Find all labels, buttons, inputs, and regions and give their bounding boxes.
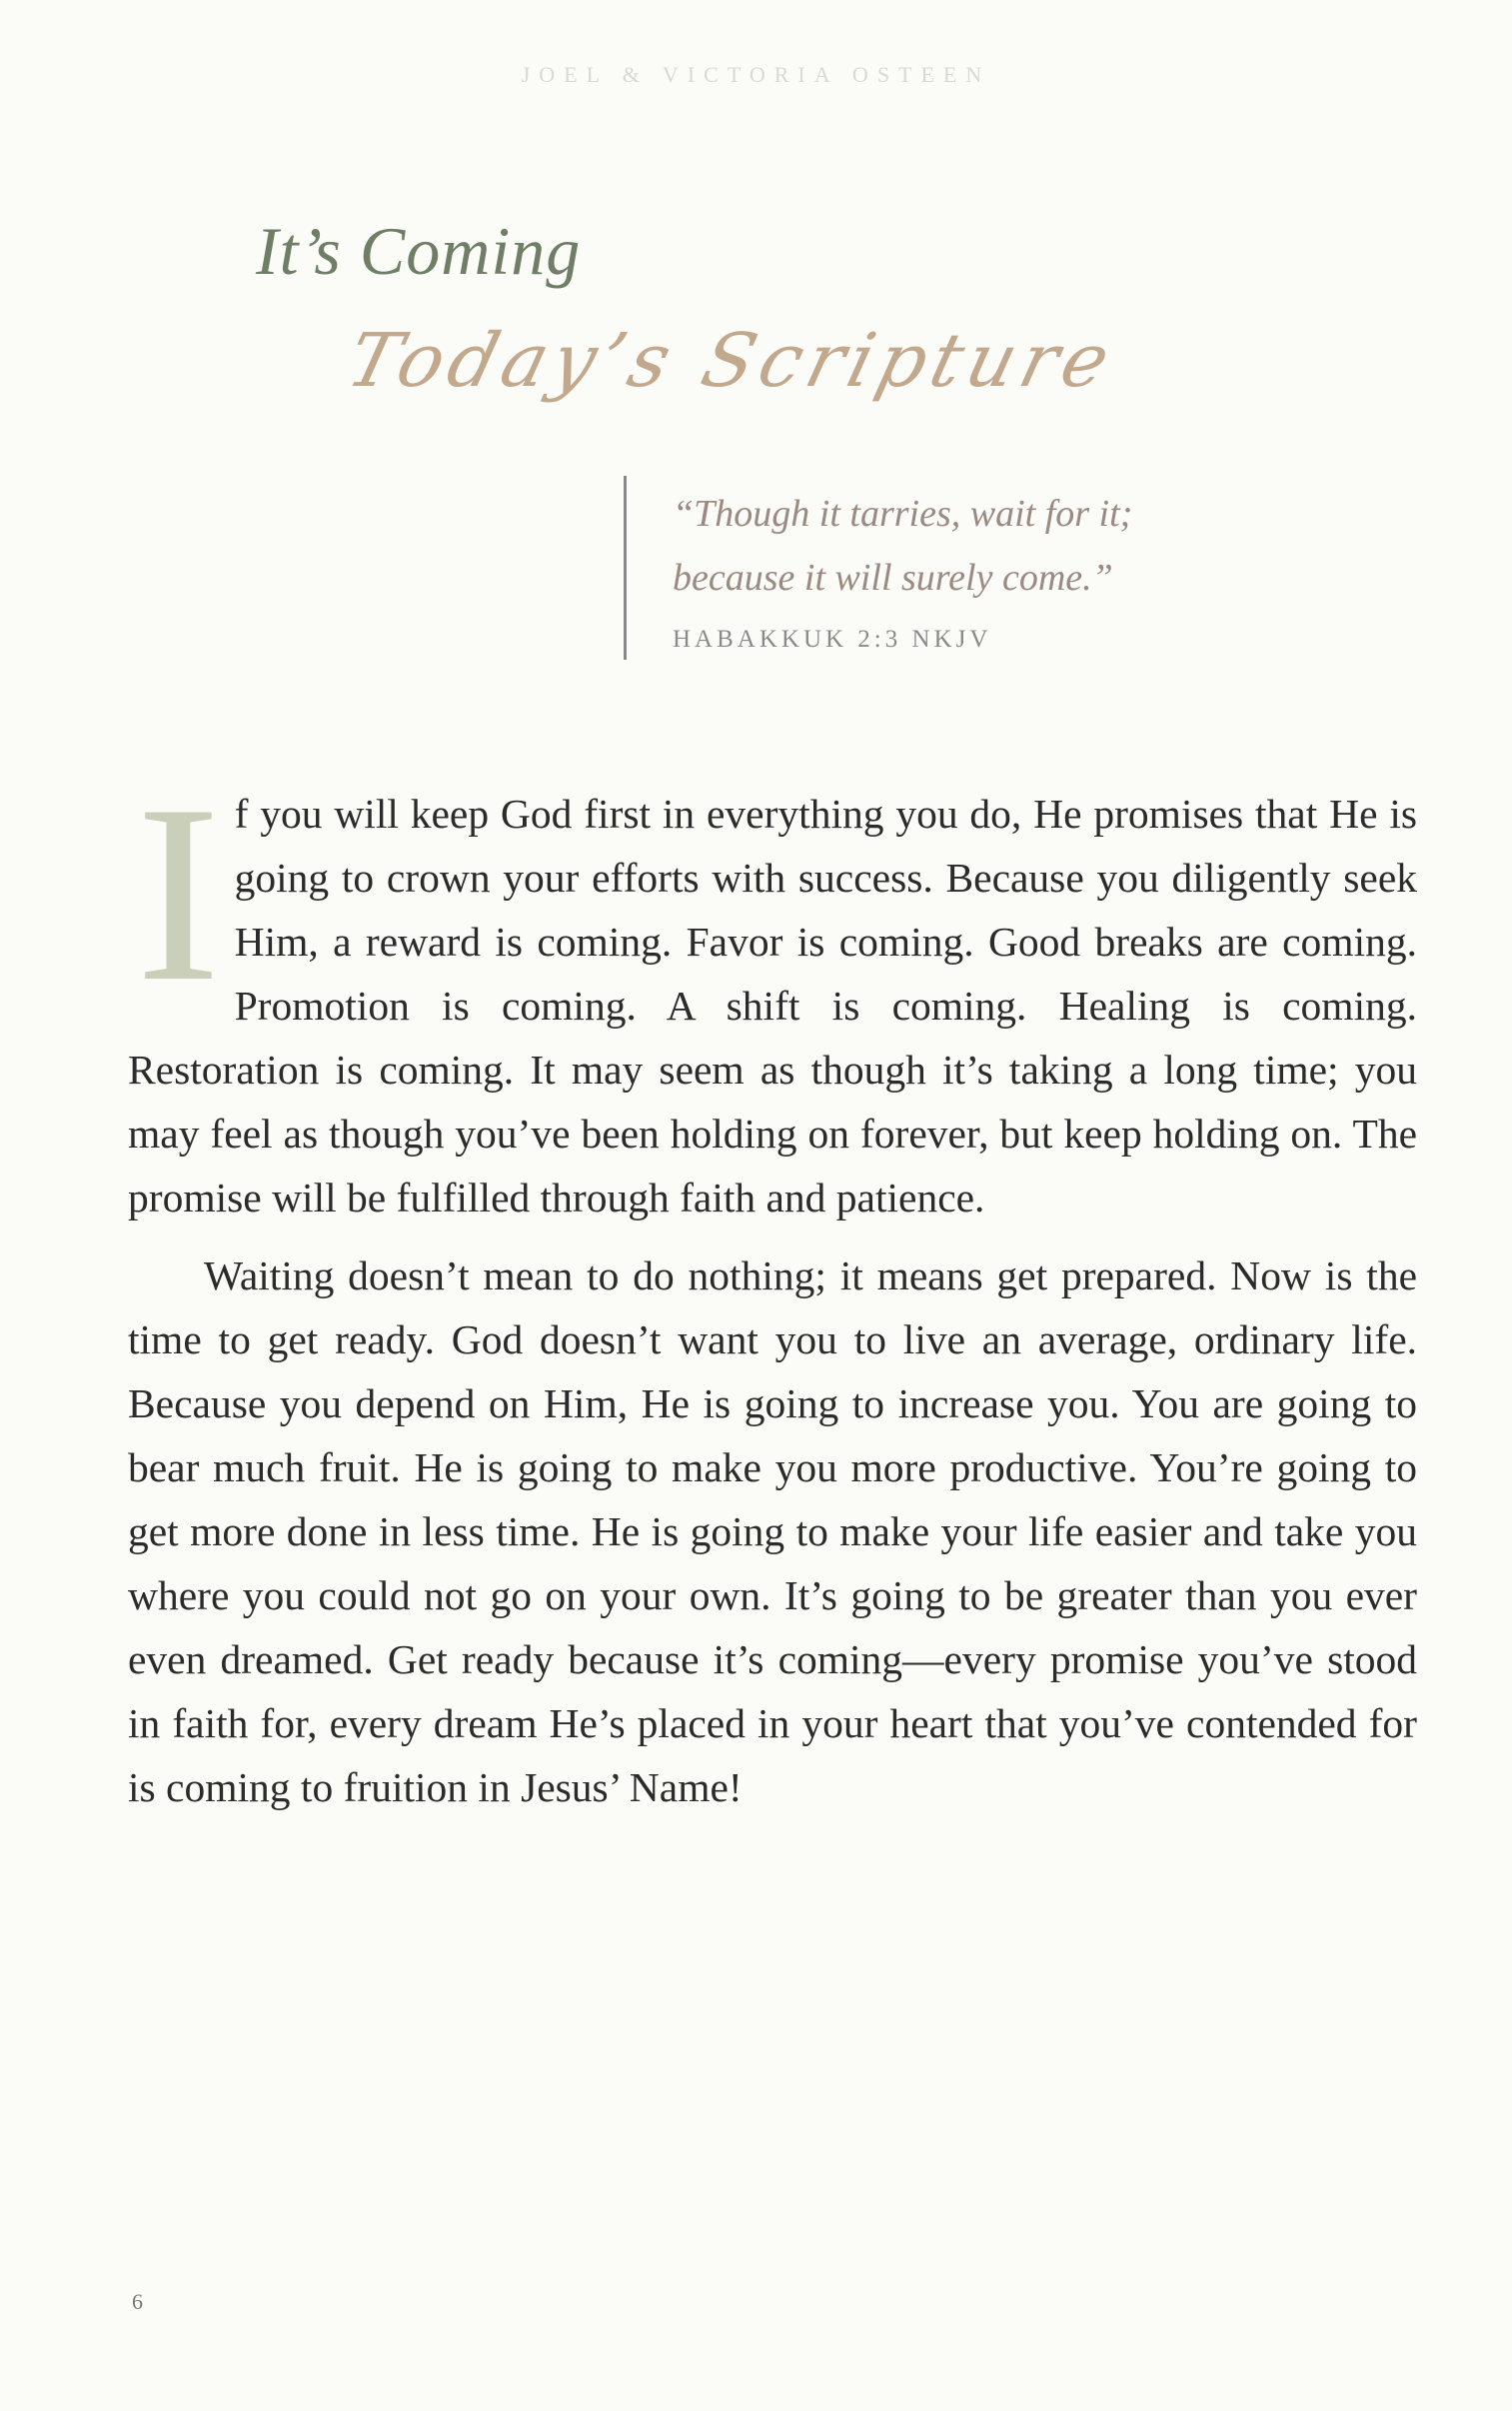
chapter-title: It’s Coming xyxy=(256,213,582,289)
drop-cap: I xyxy=(136,753,221,1034)
body-text xyxy=(128,753,1417,1819)
running-header: JOEL & VICTORIA OSTEEN xyxy=(521,62,991,87)
section-heading-script: Today’s Scripture xyxy=(339,318,1124,404)
scripture-reference: HABAKKUK 2:3 NKJV xyxy=(673,626,992,653)
scripture-line-2: because it will surely come.” xyxy=(673,557,1113,599)
scripture-quote xyxy=(624,476,1392,660)
paragraph-1-text: f you will keep God first in everything you do, He promises that He is going to crown your efforts with success. Because you diligently seek Him, a reward is coming. Favor is coming. Good breaks are coming. Promotion is coming. A shift is coming. Healing is coming. Restoration is coming. It may seem as though it’s taking a long time; you may feel as though you’ve been holding on forever, but keep holding on. The promise will be fulfilled through faith and patience. xyxy=(128,791,1417,1220)
scripture-line-1: “Though it tarries, wait for it; xyxy=(673,493,1133,535)
paragraph-1 xyxy=(128,753,1417,1229)
page-number: 6 xyxy=(132,2289,143,2314)
paragraph-2: Waiting doesn’t mean to do nothing; it means get prepared. Now is the time to get ready. God doesn’t want you to live an average, ordinary life. Because you depend on Him, He is going to increase you. You are going to bear much fruit. He is going to make you more productive. You’re going to get more done in less time. He is going to make your life easier and take you where you could not go on your own. It’s going to be greater than you ever even dreamed. Get ready because it’s coming—every promise you’ve stood in faith for, every dream He’s placed in your heart that you’ve contended for is coming to fruition in Jesus’ Name! xyxy=(128,1252,1417,1810)
